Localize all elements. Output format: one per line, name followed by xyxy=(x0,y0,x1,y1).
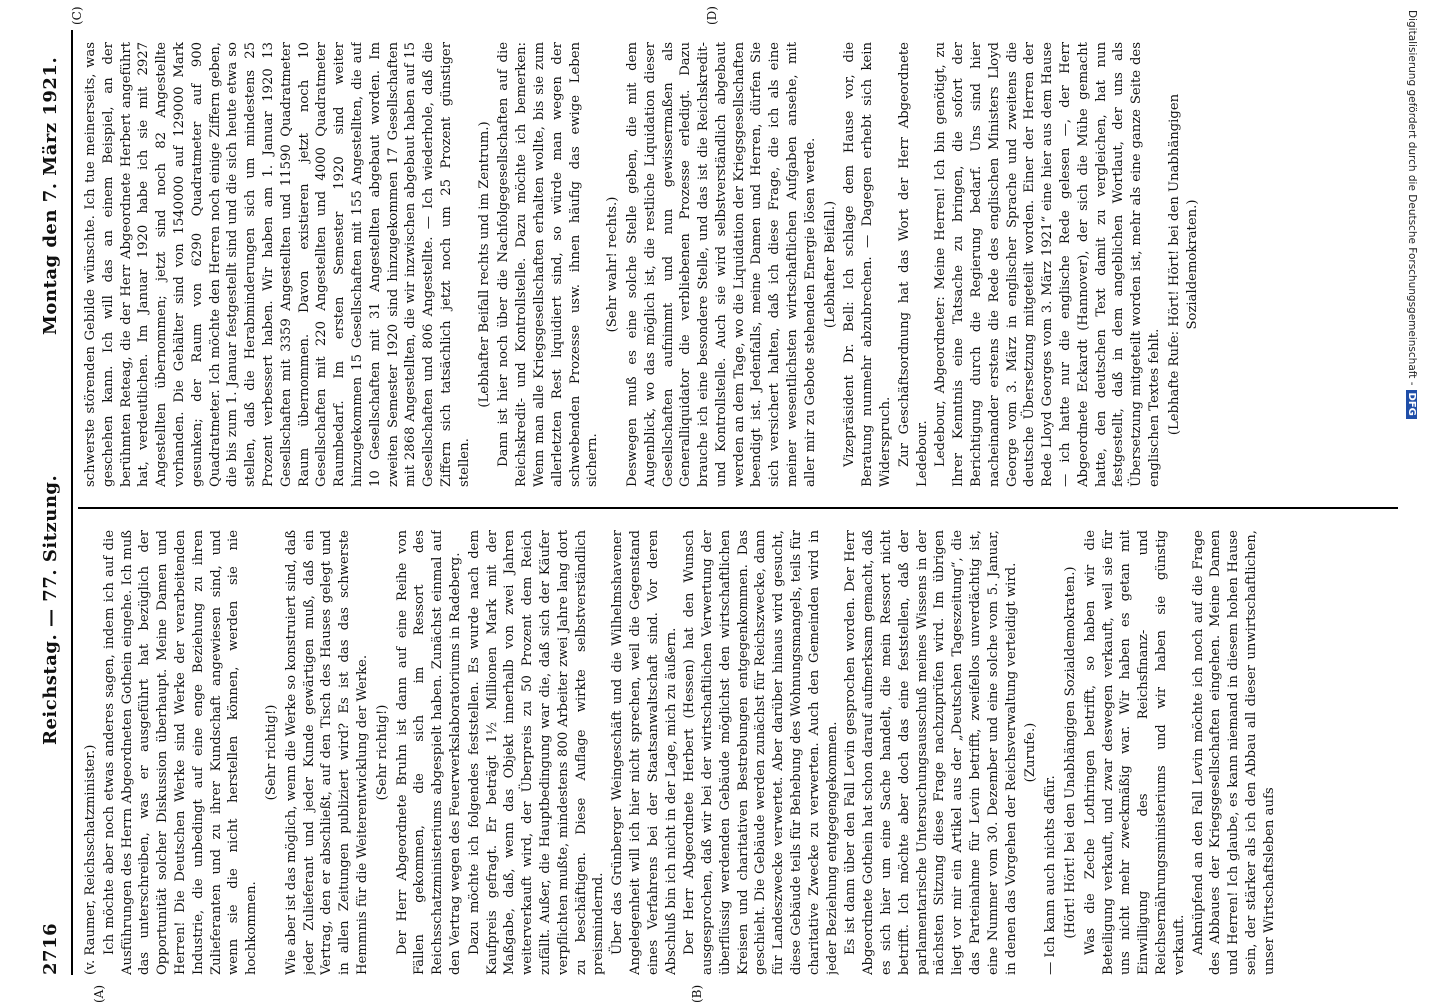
interjection: (Zurufe.) xyxy=(1023,722,1039,783)
interjection: (Sehr wahr! rechts.) xyxy=(605,196,621,333)
session-title: Reichstag. — 77. Sitzung. xyxy=(40,474,61,745)
paragraph: Ledebour, Abgeordneter: Meine Herren! Ich bin genötigt, zu Ihrer Kenntnis eine Tatsache zu bringen, die sofort der Berichtigung durch die Regierung bedarf. Uns sind hier nacheinander erstens die Rede des englischen Ministers Lloyd George vom 3. März in englischer Sprache und zweitens die deutsche Übersetzung mitgeteilt worden. Einer der Herren der Rede Lloyd Georges vom 3. März 1921“ eine hier aus dem Hause — ich hatte nur die englische Rede gelesen —, der Herr Abgeordnete Eckardt (Hannover), der sich die Mühe gemacht hatte, den deutschen Text damit zu vergleichen, hat nun festgestellt, daß in dem angeblichen Wortlaut, der uns als Übersetzung mitgeteilt worden ist, mehr als eine ganze Seite des englischen Textes fehlt. xyxy=(933,42,1163,487)
paragraph: Es ist dann über den Fall Levin gesprochen worden. Der Herr Abgeordnete Gothein hat schon darauf aufmerksam gemacht, daß es sich hier um eine Sache handelt, die mein Ressort nicht betrifft. Ich möchte aber doch das eine feststellen, daß der parlamentarische Untersuchungsausschuß meines Wissens in der nächsten Sitzung diese Frage nachzuprüfen wird. Im übrigen liegt vor mir ein Artikel aus der „Deutschen Tageszeitung“, die das Parteinahme für Levin betrifft, zweifellos unverdächtig ist, eine Nummer vom 30. Dezember und eine solche vom 5. Januar, in denen das Vorgehen der Reichsverwaltung verteidigt wird. xyxy=(843,530,1019,975)
paragraph: Dazu möchte ich folgendes feststellen. Es wurde nach dem Kaufpreis gefragt. Er beträgt 1½ Millionen Mark mit der Maßgabe, daß, wenn das Objekt innerhalb von zwei Jahren weiterverkauft wird, der Überpreis zu 50 Prozent dem Reich zufällt. Außer, die Hauptbedingung war die, daß sich der Käufer verpflichten mußte, mindestens 800 Arbeiter zwei Jahre lang dort zu beschäftigen. Diese Auflage wirkte selbstverständlich preismindernd. xyxy=(466,530,607,975)
interjection: (Lebhafter Beifall.) xyxy=(822,200,838,329)
paragraph: Ich möchte aber noch etwas anderes sagen, indem ich auf die Ausführungen des Herrn Abgeordneten Gothein eingehe. Ich muß das unterschreiben, was er ausgeführt hat bezüglich der Opportunität solcher Diskussion überhaupt. Meine Damen und Herren! Die Deutschen Werke sind Werke der verarbeitenden Industrie, die unbedingt auf eine enge Beziehung zu ihren Zulieferanten und zu ihrer Kundschaft angewiesen sind, und wenn sie die nicht herstellen können, werden sie nie hochkommen. xyxy=(101,530,260,975)
paragraph: — Ich kann auch nichts dafür. xyxy=(1043,775,1059,975)
paragraph: Der Herr Abgeordnete Herbert (Hessen) hat den Wunsch ausgesprochen, daß wir bei der wirtschaftlichen Verwertung der überflüssig werdenden Gebäude möglichst den wirtschaftlichen Kreisen und charitativen Bestrebungen entgegenkommen. Das geschieht. Die Gebäude werden zunächst für Reichszwecke, dann für Landeszwecke verwertet. Aber darüber hinaus wird gesucht, diese Gebäude teils für Behebung des Wohnungsmangels, teils für charitative Zwecke zu verwerten. Auch den Gemeinden wird in jeder Beziehung entgegengekommen. xyxy=(682,530,840,975)
margin-marker-a: (A) xyxy=(92,984,106,1003)
paragraph: Wie aber ist das möglich, wenn die Werke so konstruiert sind, daß jeder Zulieferant und jeder Kunde gewärtigen muß, daß ein Vertrag, den er abschließt, auf den Tisch des Hauses gelegt und in allen Zeitungen publiziert wird? Es ist das das schwerste Hemmnis für die Weiterentwicklung der Werke. xyxy=(283,530,370,975)
paragraph: Vizepräsident Dr. Bell: Ich schlage dem Hause vor, die Beratung nunmehr abzubrechen. — Dagegen erhebt sich kein Widerspruch. xyxy=(842,42,894,487)
margin-marker-c: (C) xyxy=(70,6,84,25)
paragraph: Was die Zeche Lothringen betrifft, so haben wir die Beteiligung verkauft, und zwar deswegen verkauft, weil sie für uns nicht mehr zweckmäßig war. Wir haben es getan mit Einwilligung des Reichsfinanz- und Reichsernährungsministeriums und wir haben sie günstig verkauft. xyxy=(1082,530,1187,975)
interjection: (Hört! Hört! bei den Unabhängigen Sozialdemokraten.) xyxy=(1063,566,1079,939)
margin-marker-b: (B) xyxy=(690,984,704,1003)
paragraph: Über das Grünberger Weingeschäft und die Wilhelmshavener Angelegenheit will ich hier nicht sprechen, weil die Gegenstand eines Verfahrens bei der Staatsanwaltschaft sind. Vor deren Abschluß bin ich nicht in der Lage, mich zu äußern. xyxy=(610,530,679,975)
left-text-column xyxy=(82,530,1382,975)
paragraph: Anknüpfend an den Fall Levin möchte ich noch auf die Frage des Abbaues der Kriegsgesellschaften eingehen. Meine Damen und Herren! Ich glaube, es kann niemand in diesem hohen Hause sein, der stärker als ich den Abbau all dieser unwirtschaftlichen, unser Wirtschaftsleben aufs xyxy=(1190,530,1277,975)
credit-text: Digitalisierung gefördert durch die Deutsche Forschungsgemeinschaft - xyxy=(1406,10,1418,386)
paragraph: Zur Geschäftsordnung hat das Wort der Herr Abgeordnete Ledebour. xyxy=(896,42,930,487)
paragraph: schwerste störenden Gebilde wünschte. Ich tue meinerseits, was geschehen kann. Ich will das an einem Beispiel, an der berühmten Reteag, die der Herr Abgeordnete Herbert angeführt hat, verdeutlichen. Im Januar 1920 habe ich sie mit 2927 Angestellten übernommen; jetzt sind noch 82 Angestellte vorhanden. Die Gehälter sind von 1540000 auf 129000 Mark gesunken; der Raum von 6290 Quadratmeter auf 900 Quadratmeter. Ich möchte den Herren noch einige Ziffern geben, die bis zum 1. Januar festgestellt sind und die sich heute etwa so stellen, daß die Herabminderungen sich um mindestens 25 Prozent verbessert haben. Wir haben am 1. Januar 1920 13 Gesellschaften mit 3359 Angestellten und 11590 Quadratmeter Raum übernommen. Davon existieren jetzt noch 10 Gesellschaften mit 220 Angestellten und 4000 Quadratmeter Raumbedarf. Im ersten Semester 1920 sind weiter hinzugekommen 15 Gesellschaften mit 155 Angestellten, die auf 10 Gesellschaften mit 31 Angestellten abgebaut worden. Im zweiten Semester 1920 sind hinzugekommen 17 Gesellschaften mit 2868 Angestellten, die wir inzwischen abgebaut haben auf 15 Gesellschaften und 806 Angestellte. — Ich wiederhole, daß die Ziffern sich tatsächlich jetzt noch um 25 Prozent günstiger stellen. xyxy=(83,42,472,487)
header-rule xyxy=(71,30,73,975)
interjection: (Sehr richtig!) xyxy=(263,704,279,801)
interjection: (Lebhafter Beifall rechts und im Zentrum.) xyxy=(476,121,492,408)
margin-marker-d: (D) xyxy=(705,6,719,25)
paragraph: (v. Raumer, Reichsschatzminister.) xyxy=(83,744,98,975)
rotated-page xyxy=(30,6,1400,1003)
dfg-credit-line xyxy=(1402,10,1418,990)
page-header xyxy=(30,30,72,975)
dfg-logo: DFG xyxy=(1406,390,1417,419)
interjection: (Lebhafte Rufe: Hört! Hört! bei den Unabhängigen Sozialdemokraten.) xyxy=(1166,93,1200,436)
session-date: Montag den 7. März 1921. xyxy=(40,56,61,335)
paragraph: Deswegen muß es eine solche Stelle geben, die mit dem Augenblick, wo das möglich ist, die restliche Liquidation dieser Gesellschaften aufnimmt und nun gewissermaßen als Generalliquidator die verbliebenen Prozesse erledigt. Dazu brauche ich eine besondere Stelle, und das ist die Reichskredit- und Kontrollstelle. Auch sie wird selbstverständlich abgebaut werden an dem Tage, wo die Liquidation der Kriegsgesellschaften beendigt ist. Jedenfalls, meine Damen und Herren, dürfen Sie sich versichert halten, daß ich diese Frage, die ich als eine meiner wesentlichsten wirtschaftlichen Aufgaben ansehe, mit aller mir zu Gebote stehenden Energie lösen werde. xyxy=(624,42,818,487)
column-divider xyxy=(78,507,1398,509)
right-text-column xyxy=(82,42,1382,487)
paragraph: Dann ist hier noch über die Nachfolgegesellschaften auf die Reichskredit- und Kontrollstelle. Dazu möchte ich bemerken: Wenn man alle Kriegsgesellschaften erhalten wollte, bis sie zum allerletzten Rest liquidiert sind, so würde man wegen der schwebenden Prozesse usw. ihnen häufig das ewige Leben sichern. xyxy=(496,42,601,487)
page-number: 2716 xyxy=(40,922,61,975)
interjection: (Sehr richtig!) xyxy=(374,704,390,801)
paragraph: Der Herr Abgeordnete Bruhn ist dann auf eine Reihe von Fällen gekommen, die sich im Ressort des Reichsschatzministeriums abgespielt haben. Zunächst einmal auf den Vertrag wegen des Feuerwerkslaboratoriums in Radeberg. xyxy=(394,530,463,975)
